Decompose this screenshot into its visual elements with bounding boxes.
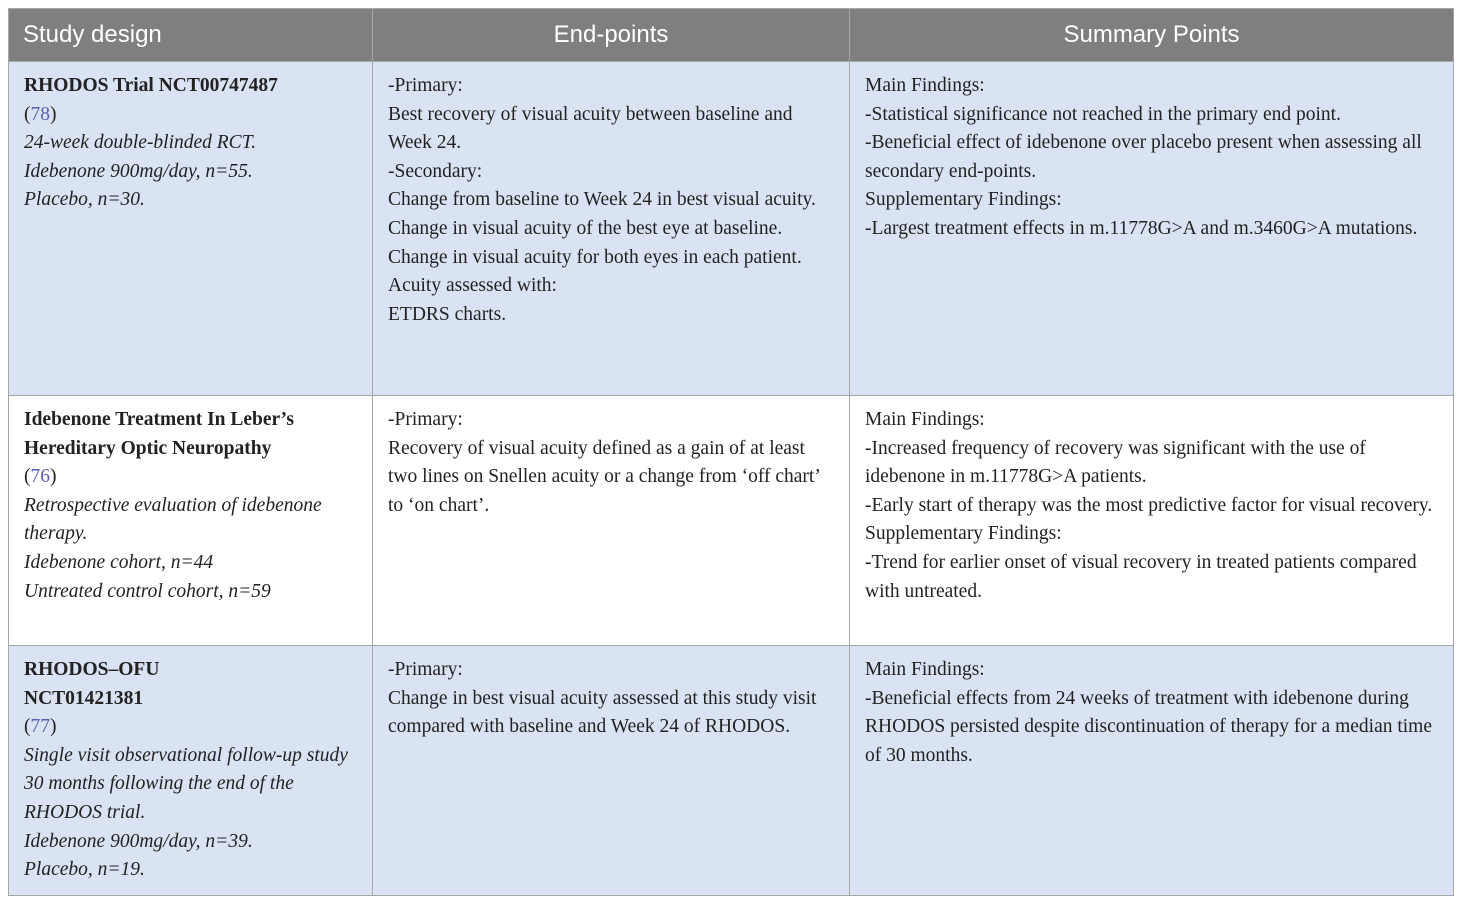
study-detail: 24-week double-blinded RCT.	[24, 132, 256, 154]
summary-line: -Early start of therapy was the most predictive factor for visual recovery.	[865, 494, 1433, 516]
study-detail: Idebenone cohort, n=44	[24, 551, 214, 573]
summary-line: Supplementary Findings:	[865, 189, 1062, 211]
summary-line: Main Findings:	[865, 409, 985, 430]
summary-line: -Largest treatment effects in m.11778G>A and m.3460G>A mutations.	[865, 217, 1418, 239]
endpoint-line: Best recovery of visual acuity between baseline and Week 24.	[388, 103, 793, 154]
summary-line: -Trend for earlier onset of visual recovery in treated patients compared with untreated.	[865, 551, 1417, 602]
endpoint-line: Change in best visual acuity assessed at this study visit compared with baseline and Week 24 of RHODOS.	[388, 687, 817, 738]
summary-line: -Statistical significance not reached in the primary end point.	[865, 103, 1341, 125]
table-row	[9, 62, 1454, 396]
endpoint-line: -Primary:	[388, 409, 463, 430]
study-title: RHODOS Trial NCT00747487	[24, 75, 278, 96]
table-row	[9, 396, 1454, 646]
table-container	[8, 8, 1453, 896]
summary-line: -Beneficial effects from 24 weeks of treatment with idebenone during RHODOS persisted despite discontinuation of therapy for a median time of 30 months.	[865, 687, 1433, 766]
study-title: Idebenone Treatment In Leber’s Hereditary Optic Neuropathy	[24, 409, 294, 459]
reference: (77)	[24, 716, 57, 738]
header-summary-points: Summary Points	[850, 9, 1454, 62]
study-detail: Retrospective evaluation of idebenone therapy.	[24, 494, 322, 545]
summary-line: -Beneficial effect of idebenone over placebo present when assessing all secondary end-points.	[865, 132, 1422, 182]
study-detail: Placebo, n=30.	[24, 189, 145, 211]
end-points-cell	[373, 396, 850, 646]
end-points-cell	[373, 646, 850, 896]
study-detail: Idebenone 900mg/day, n=55.	[24, 160, 253, 182]
summary-line: -Increased frequency of recovery was significant with the use of idebenone in m.11778G>A patients.	[865, 437, 1366, 488]
endpoint-line: Change in visual acuity for both eyes in each patient.	[388, 246, 802, 268]
summary-cell	[850, 62, 1454, 396]
header-end-points: End-points	[373, 9, 850, 62]
study-design-cell	[9, 396, 373, 646]
endpoint-line: Recovery of visual acuity defined as a gain of at least two lines on Snellen acuity or a change from ‘off chart’ to ‘on chart’.	[388, 437, 820, 516]
end-points-cell	[373, 62, 850, 396]
header-study-design: Study design	[9, 9, 373, 62]
endpoint-line: Acuity assessed with:	[388, 275, 557, 297]
summary-line: Main Findings:	[865, 659, 985, 680]
study-detail: Placebo, n=19.	[24, 859, 145, 881]
endpoint-line: ETDRS charts.	[388, 303, 507, 325]
reference: (76)	[24, 466, 57, 488]
summary-cell	[850, 646, 1454, 896]
study-detail: Untreated control cohort, n=59	[24, 580, 271, 602]
endpoint-line: -Primary:	[388, 659, 463, 680]
endpoint-line: -Secondary:	[388, 160, 483, 182]
reference: (78)	[24, 103, 57, 125]
reference-link[interactable]: 78	[30, 103, 50, 125]
endpoint-line: Change in visual acuity of the best eye at baseline.	[388, 217, 783, 239]
study-title: NCT01421381	[24, 687, 144, 709]
study-table	[8, 8, 1454, 896]
summary-line: Main Findings:	[865, 75, 985, 96]
study-design-cell	[9, 646, 373, 896]
study-detail: Single visit observational follow-up study 30 months following the end of the RHODOS trial.	[24, 744, 348, 823]
endpoint-line: Change from baseline to Week 24 in best visual acuity.	[388, 189, 816, 211]
study-design-cell	[9, 62, 373, 396]
endpoint-line: -Primary:	[388, 75, 463, 96]
reference-link[interactable]: 76	[30, 466, 50, 488]
study-title: RHODOS–OFU	[24, 659, 160, 680]
summary-cell	[850, 396, 1454, 646]
study-detail: Idebenone 900mg/day, n=39.	[24, 830, 253, 852]
header-row	[9, 9, 1454, 62]
table-row	[9, 646, 1454, 896]
summary-line: Supplementary Findings:	[865, 523, 1062, 545]
reference-link[interactable]: 77	[30, 716, 50, 738]
